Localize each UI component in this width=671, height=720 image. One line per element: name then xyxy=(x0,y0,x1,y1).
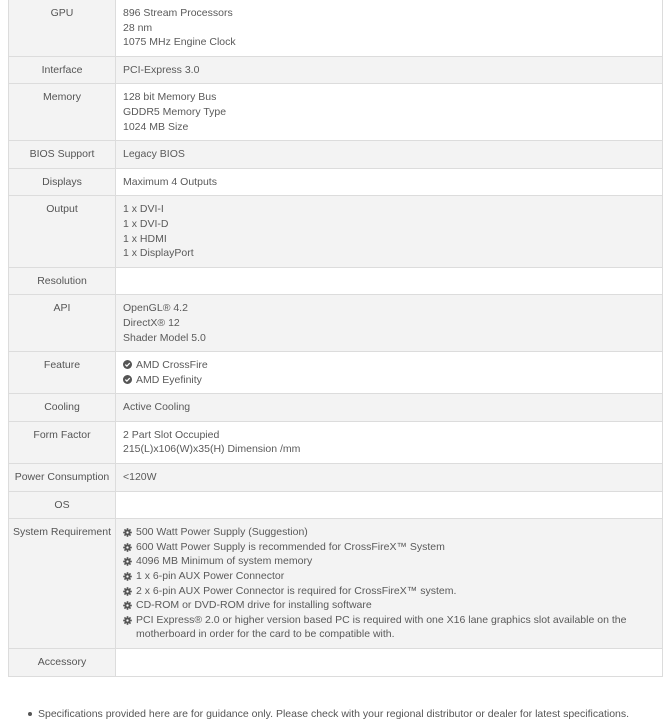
gear-icon xyxy=(123,586,132,595)
gear-icon xyxy=(123,527,132,536)
requirement-item xyxy=(123,525,655,540)
spec-row-accessory xyxy=(9,649,663,677)
spec-value-cooling xyxy=(116,394,663,422)
spec-line: OpenGL® 4.2 xyxy=(123,302,188,315)
spec-row-system-requirement xyxy=(9,519,663,649)
spec-value-form-factor xyxy=(116,421,663,463)
spec-label-feature: Feature xyxy=(9,352,116,394)
requirement-item xyxy=(123,584,655,599)
spec-row-api xyxy=(9,295,663,352)
requirement-item-text: 500 Watt Power Supply (Suggestion) xyxy=(136,526,308,539)
spec-line: 896 Stream Processors xyxy=(123,7,233,19)
spec-value-gpu xyxy=(116,0,663,56)
requirement-item-text: CD-ROM or DVD-ROM drive for installing software xyxy=(136,599,372,612)
spec-line: 1 x DVI-D xyxy=(123,217,169,230)
spec-line: 2 Part Slot Occupied xyxy=(123,428,220,441)
requirement-item xyxy=(123,613,655,642)
spec-label-output: Output xyxy=(9,196,116,267)
feature-item xyxy=(123,373,655,388)
requirement-item xyxy=(123,598,655,613)
requirement-item xyxy=(123,554,655,569)
spec-label-cooling: Cooling xyxy=(9,394,116,422)
spec-line: 1 x DisplayPort xyxy=(123,247,194,260)
spec-line: 1024 MB Size xyxy=(123,120,189,133)
requirement-item-text: PCI Express® 2.0 or higher version based PC is required with one X16 lane graphics slot available on the motherboard in order for the card to be compatible with. xyxy=(136,613,627,641)
spec-row-displays xyxy=(9,168,663,196)
disclaimer-text: Specifications provided here are for guidance only. Please check with your regional distributor or dealer for latest specifications. xyxy=(38,708,630,720)
requirement-item xyxy=(123,569,655,584)
spec-value-os xyxy=(116,491,663,519)
spec-value-resolution xyxy=(116,267,663,295)
spec-row-power xyxy=(9,464,663,492)
spec-line: Legacy BIOS xyxy=(123,148,185,161)
spec-value-feature xyxy=(116,352,663,394)
spec-line: Maximum 4 Outputs xyxy=(123,175,217,188)
gear-icon xyxy=(123,542,132,551)
spec-row-form-factor xyxy=(9,421,663,463)
spec-label-resolution: Resolution xyxy=(9,267,116,295)
gear-icon xyxy=(123,600,132,609)
spec-line: PCI-Express 3.0 xyxy=(123,63,200,76)
spec-line: Active Cooling xyxy=(123,401,191,414)
spec-value-displays xyxy=(116,168,663,196)
spec-value-output xyxy=(116,196,663,267)
spec-label-power: Power Consumption xyxy=(9,464,116,492)
bullet-icon xyxy=(28,712,32,716)
requirement-item-text: 600 Watt Power Supply is recommended for CrossFireX™ System xyxy=(136,540,445,553)
feature-item xyxy=(123,358,655,373)
gear-icon xyxy=(123,615,132,624)
spec-line: 1075 MHz Engine Clock xyxy=(123,36,236,49)
spec-label-os: OS xyxy=(9,491,116,519)
spec-line: <120W xyxy=(123,471,157,484)
requirement-item-text: 2 x 6-pin AUX Power Connector is required for CrossFireX™ system. xyxy=(136,584,457,597)
spec-row-gpu xyxy=(9,0,663,56)
spec-row-feature xyxy=(9,352,663,394)
feature-item-text: AMD CrossFire xyxy=(136,359,208,372)
spec-value-system-requirement xyxy=(116,519,663,649)
spec-row-output xyxy=(9,196,663,267)
gear-icon xyxy=(123,571,132,580)
spec-line: DirectX® 12 xyxy=(123,316,180,329)
spec-line: 215(L)x106(W)x35(H) Dimension /mm xyxy=(123,443,301,456)
spec-label-form-factor: Form Factor xyxy=(9,421,116,463)
spec-line: 128 bit Memory Bus xyxy=(123,91,217,104)
specifications-disclaimer xyxy=(28,708,629,720)
spec-value-interface xyxy=(116,56,663,84)
spec-line: GDDR5 Memory Type xyxy=(123,105,227,118)
spec-value-bios xyxy=(116,141,663,169)
spec-label-system-requirement: System Requirement xyxy=(9,519,116,649)
spec-label-displays: Displays xyxy=(9,168,116,196)
requirement-item-text: 4096 MB Minimum of system memory xyxy=(136,555,313,568)
spec-value-api xyxy=(116,295,663,352)
spec-label-gpu: GPU xyxy=(9,0,116,56)
spec-label-api: API xyxy=(9,295,116,352)
gear-icon xyxy=(123,556,132,565)
requirement-item xyxy=(123,540,655,555)
spec-row-memory xyxy=(9,84,663,141)
requirement-item-text: 1 x 6-pin AUX Power Connector xyxy=(136,570,285,583)
spec-label-memory: Memory xyxy=(9,84,116,141)
spec-label-bios: BIOS Support xyxy=(9,141,116,169)
spec-label-accessory: Accessory xyxy=(9,649,116,677)
spec-line: 1 x DVI-I xyxy=(123,203,164,216)
check-circle-icon xyxy=(123,360,132,369)
check-circle-icon xyxy=(123,375,132,384)
spec-line: 1 x HDMI xyxy=(123,232,167,245)
spec-label-interface: Interface xyxy=(9,56,116,84)
spec-value-power xyxy=(116,464,663,492)
spec-row-resolution xyxy=(9,267,663,295)
specifications-table xyxy=(8,0,663,677)
spec-row-cooling xyxy=(9,394,663,422)
spec-line: 28 nm xyxy=(123,21,153,34)
spec-row-interface xyxy=(9,56,663,84)
spec-row-bios xyxy=(9,141,663,169)
spec-line: Shader Model 5.0 xyxy=(123,331,206,344)
feature-item-text: AMD Eyefinity xyxy=(136,373,202,386)
spec-value-accessory xyxy=(116,649,663,677)
spec-row-os xyxy=(9,491,663,519)
spec-value-memory xyxy=(116,84,663,141)
